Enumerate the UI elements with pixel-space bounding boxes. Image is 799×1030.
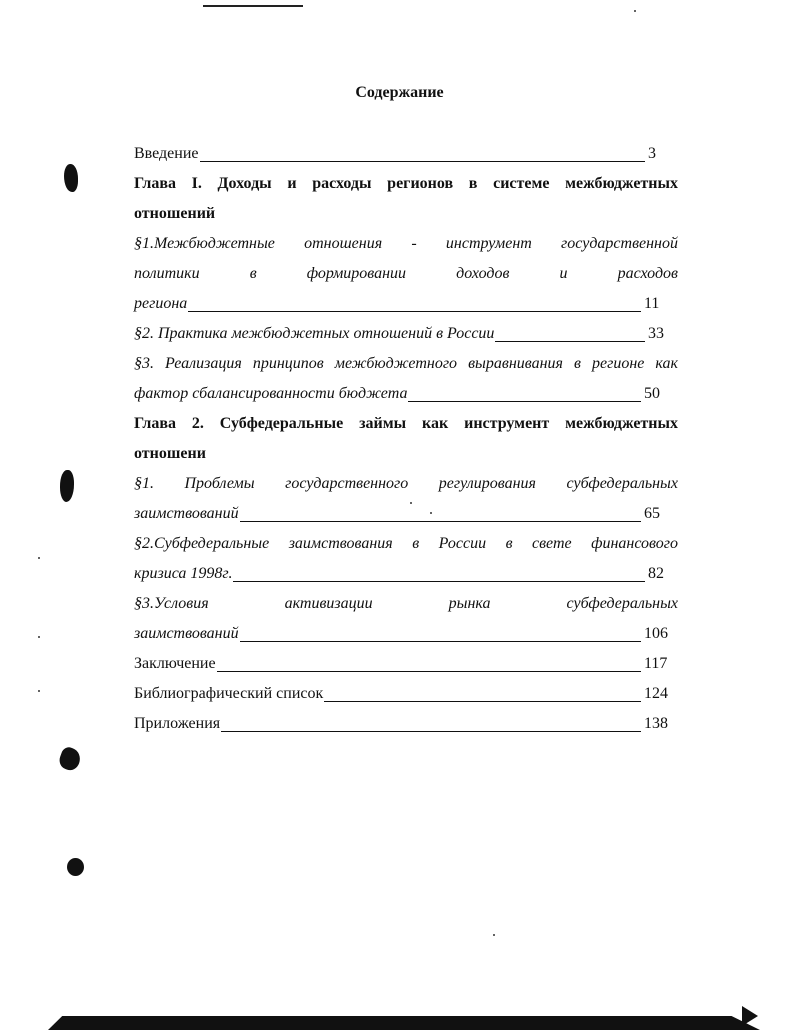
page-number: 3 — [648, 145, 656, 162]
toc-chapter1-title-cont: отношений — [134, 205, 216, 222]
dot-leader — [217, 670, 641, 672]
scan-speck — [38, 557, 40, 559]
toc-appendices: Приложения 138 — [134, 709, 678, 739]
dot-leader — [408, 400, 641, 402]
page-number: 106 — [644, 625, 668, 642]
page-number: 117 — [644, 655, 668, 672]
ink-blot — [64, 164, 78, 192]
page-number: 33 — [648, 325, 664, 342]
corner-arrow-mark — [742, 1006, 758, 1026]
scan-speck — [38, 636, 40, 638]
page-number: 65 — [644, 505, 660, 522]
dot-leader — [221, 730, 641, 732]
scan-speck — [38, 690, 40, 692]
toc-ch1-section1-line: политики в формировании доходов и расходов — [134, 265, 678, 282]
dot-leader — [324, 700, 641, 702]
toc-ch2-section1-line: §1. Проблемы государственного регулирования субфедеральных — [134, 475, 678, 492]
page-number: 138 — [644, 715, 668, 732]
scan-speck — [493, 934, 495, 936]
dot-leader — [240, 640, 641, 642]
dot-leader — [200, 160, 646, 162]
toc-ch2-section3-line: §3.Условия активизации рынка субфедеральных — [134, 595, 678, 612]
toc-ch1-section2: §2. Практика межбюджетных отношений в России 33 — [134, 319, 678, 349]
dot-leader — [240, 520, 641, 522]
bottom-scan-edge — [48, 1016, 760, 1030]
toc-ch1-section1-line: §1.Межбюджетные отношения - инструмент государственной — [134, 235, 678, 252]
toc-bibliography: Библиографический список 124 — [134, 679, 678, 709]
ink-blot — [67, 858, 84, 876]
page-number: 50 — [644, 385, 660, 402]
page-title: Содержание — [355, 84, 444, 101]
toc-ch1-section3-line: §3. Реализация принципов межбюджетного выравнивания в регионе как — [134, 355, 678, 372]
toc-ch2-section2-line: §2.Субфедеральные заимствования в России в свете финансового — [134, 535, 678, 552]
dot-leader — [495, 340, 645, 342]
page-number: 11 — [644, 295, 660, 312]
toc-ch2-section2-end: кризиса 1998г. 82 — [134, 559, 678, 589]
scan-speck — [634, 10, 636, 12]
page-number: 124 — [644, 685, 668, 702]
toc-chapter2-title: Глава 2. Субфедеральные займы как инструмент межбюджетных — [134, 415, 678, 432]
top-rule — [203, 5, 303, 7]
toc-ch2-section1-end: заимствований 65 — [134, 499, 678, 529]
table-of-contents — [134, 139, 678, 739]
toc-ch2-section3-end: заимствований 106 — [134, 619, 678, 649]
toc-ch1-section1-end: региона 11 — [134, 289, 678, 319]
toc-chapter1-title: Глава I. Доходы и расходы регионов в системе межбюджетных — [134, 175, 678, 192]
dot-leader — [233, 580, 645, 582]
toc-chapter2-title-cont: отношени — [134, 445, 206, 462]
toc-introduction: Введение 3 — [134, 139, 678, 169]
toc-ch1-section3-end: фактор сбалансированности бюджета 50 — [134, 379, 678, 409]
ink-blot — [60, 470, 74, 502]
page-number: 82 — [648, 565, 664, 582]
toc-conclusion: Заключение 117 — [134, 649, 678, 679]
dot-leader — [188, 310, 641, 312]
ink-blot — [57, 745, 83, 773]
